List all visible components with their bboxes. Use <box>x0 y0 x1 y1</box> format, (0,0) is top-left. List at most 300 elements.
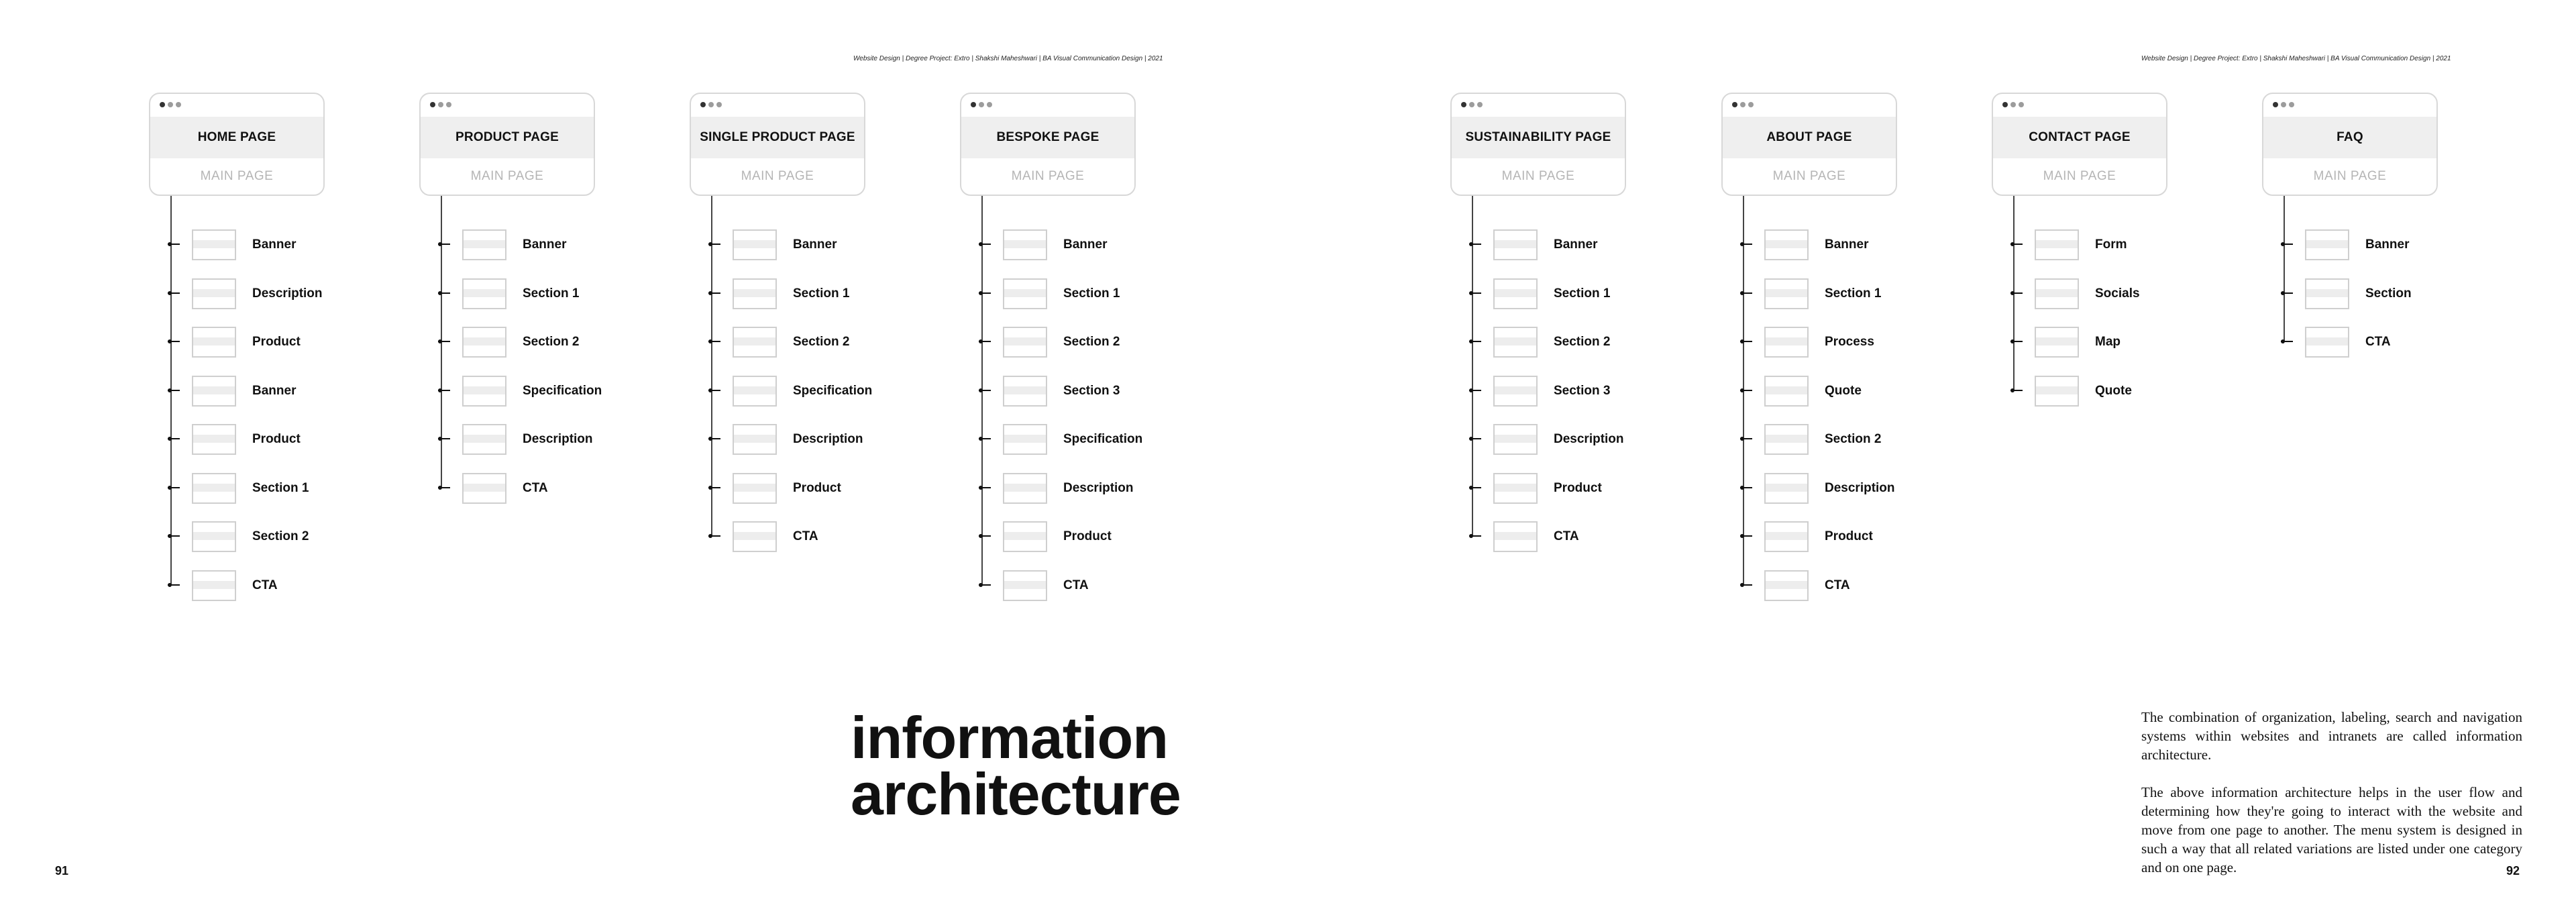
window-dot-icon <box>2273 102 2278 107</box>
thumbnail-band <box>1004 435 1046 443</box>
section-item-label: Description <box>1554 432 1624 446</box>
thumbnail-band <box>464 386 505 394</box>
connector-dot-icon <box>168 437 172 441</box>
connector-dot-icon <box>168 388 172 392</box>
page-card-subtitle: MAIN PAGE <box>2043 169 2116 183</box>
connector-dot-icon <box>1469 437 1473 441</box>
page-card-header <box>961 117 1134 158</box>
page-card-subtitle: MAIN PAGE <box>1772 169 1846 183</box>
window-dot-icon <box>1748 102 1754 107</box>
page-number: 92 <box>2506 864 2520 877</box>
section-thumbnail-icon <box>1003 473 1047 504</box>
thumbnail-band <box>193 435 235 443</box>
page-card-subtitle: MAIN PAGE <box>200 169 274 183</box>
section-item-label: Section 2 <box>1554 335 1611 349</box>
sitemap-column <box>149 93 350 616</box>
section-item-label: Section 3 <box>1063 383 1120 398</box>
section-item <box>1450 229 1665 263</box>
connector-dot-icon <box>1740 583 1744 587</box>
section-thumbnail-icon <box>1764 570 1809 601</box>
window-dots-icon <box>160 102 181 109</box>
section-item <box>1992 327 2206 360</box>
section-thumbnail-icon <box>192 570 236 601</box>
section-thumbnail-icon <box>733 229 777 260</box>
window-dot-icon <box>979 102 984 107</box>
section-item-label: Section 2 <box>252 529 309 543</box>
section-item-label: Section 1 <box>793 286 850 301</box>
section-thumbnail-icon <box>1003 521 1047 552</box>
thumbnail-band <box>2306 289 2348 297</box>
thumbnail-band <box>464 435 505 443</box>
window-dot-icon <box>160 102 165 107</box>
connector-dot-icon <box>168 339 172 343</box>
section-item-label: Banner <box>793 237 837 252</box>
section-item <box>1721 521 1936 555</box>
section-item <box>960 278 1175 312</box>
thumbnail-band <box>734 484 775 492</box>
window-dot-icon <box>1740 102 1746 107</box>
thumbnail-band <box>1766 484 1807 492</box>
window-dot-icon <box>708 102 714 107</box>
section-item <box>419 376 634 409</box>
section-item-label: Product <box>1063 529 1112 543</box>
thumbnail-band <box>1766 386 1807 394</box>
window-dot-icon <box>2002 102 2008 107</box>
connector-dot-icon <box>168 291 172 295</box>
page-card-title: CONTACT PAGE <box>2029 130 2131 144</box>
section-item-label: Section 1 <box>523 286 580 301</box>
connector-dot-icon <box>1469 339 1473 343</box>
page-card-header <box>1993 117 2166 158</box>
page-card-subtitle: MAIN PAGE <box>1011 169 1085 183</box>
section-thumbnail-icon <box>192 278 236 309</box>
section-item <box>1450 473 1665 506</box>
page-card <box>1992 93 2167 196</box>
sitemap-column <box>1721 93 1923 616</box>
window-dots-icon <box>430 102 451 109</box>
thumbnail-band <box>1766 337 1807 345</box>
section-item <box>1992 229 2206 263</box>
thumbnail-band <box>734 435 775 443</box>
window-dot-icon <box>1732 102 1737 107</box>
section-item <box>1450 327 1665 360</box>
page-card-header <box>1452 117 1625 158</box>
section-item-label: Section 1 <box>252 480 309 495</box>
thumbnail-band <box>2036 289 2078 297</box>
connector-dot-icon <box>979 486 983 490</box>
section-item <box>1721 327 1936 360</box>
thumbnail-band <box>1004 289 1046 297</box>
connector-dot-icon <box>979 291 983 295</box>
window-dot-icon <box>438 102 443 107</box>
page-card-header <box>2263 117 2436 158</box>
section-thumbnail-icon <box>2035 376 2079 407</box>
thumbnail-band <box>193 484 235 492</box>
page-card-subtitle: MAIN PAGE <box>470 169 544 183</box>
section-thumbnail-icon <box>462 424 506 455</box>
title-line-2: architecture <box>851 761 1181 827</box>
section-item-label: CTA <box>1063 578 1089 592</box>
section-item-label: Section 1 <box>1063 286 1120 301</box>
window-dots-icon <box>1732 102 1754 109</box>
section-thumbnail-icon <box>2305 229 2349 260</box>
section-item-label: Banner <box>1554 237 1598 252</box>
section-thumbnail-icon <box>1003 229 1047 260</box>
section-item <box>1721 278 1936 312</box>
connector-dot-icon <box>168 583 172 587</box>
section-item-label: Specification <box>1063 432 1143 446</box>
section-item <box>960 570 1175 604</box>
section-thumbnail-icon <box>192 327 236 358</box>
thumbnail-band <box>464 240 505 248</box>
section-item-label: Banner <box>252 383 297 398</box>
section-item-label: Process <box>1825 335 1874 349</box>
section-thumbnail-icon <box>462 376 506 407</box>
thumbnail-band <box>1495 484 1536 492</box>
section-thumbnail-icon <box>1764 278 1809 309</box>
thumbnail-band <box>2036 337 2078 345</box>
section-thumbnail-icon <box>1003 327 1047 358</box>
connector-dot-icon <box>2281 339 2285 343</box>
section-item-label: Section 2 <box>523 335 580 349</box>
section-item <box>960 376 1175 409</box>
connector-dot-icon <box>708 388 712 392</box>
section-thumbnail-icon <box>1003 278 1047 309</box>
section-thumbnail-icon <box>462 473 506 504</box>
connector-dot-icon <box>1469 242 1473 246</box>
connector-dot-icon <box>438 291 442 295</box>
section-item <box>419 473 634 506</box>
section-thumbnail-icon <box>1493 473 1538 504</box>
page-card-header <box>691 117 864 158</box>
window-dot-icon <box>446 102 451 107</box>
section-item-label: Section <box>2365 286 2412 301</box>
section-item-label: Quote <box>1825 383 1862 398</box>
connector-dot-icon <box>2281 242 2285 246</box>
connector-dot-icon <box>708 534 712 538</box>
window-dot-icon <box>971 102 976 107</box>
window-dot-icon <box>2019 102 2024 107</box>
connector-dot-icon <box>1740 388 1744 392</box>
title-line-1: information <box>851 704 1168 771</box>
section-item <box>960 473 1175 506</box>
section-thumbnail-icon <box>1764 376 1809 407</box>
window-dots-icon <box>971 102 992 109</box>
section-item-label: CTA <box>2365 335 2391 349</box>
section-item <box>690 424 904 458</box>
section-item <box>960 521 1175 555</box>
sitemap-column <box>1992 93 2193 616</box>
section-thumbnail-icon <box>192 376 236 407</box>
thumbnail-band <box>1004 386 1046 394</box>
sitemap-column <box>960 93 1161 616</box>
section-item <box>1450 278 1665 312</box>
section-item-label: Description <box>252 286 323 301</box>
tree-connector-line <box>2284 196 2285 341</box>
section-item-label: CTA <box>1825 578 1850 592</box>
section-item-label: Specification <box>793 383 873 398</box>
connector-dot-icon <box>438 339 442 343</box>
page-card-title: SUSTAINABILITY PAGE <box>1465 130 1611 144</box>
section-thumbnail-icon <box>1764 327 1809 358</box>
connector-dot-icon <box>1469 291 1473 295</box>
page-number: 91 <box>55 864 69 877</box>
connector-dot-icon <box>1740 486 1744 490</box>
window-dot-icon <box>2010 102 2016 107</box>
thumbnail-band <box>1766 435 1807 443</box>
connector-dot-icon <box>438 388 442 392</box>
thumbnail-band <box>193 581 235 589</box>
thumbnail-band <box>1004 337 1046 345</box>
section-thumbnail-icon <box>2305 327 2349 358</box>
connector-dot-icon <box>979 388 983 392</box>
section-thumbnail-icon <box>1003 424 1047 455</box>
section-item <box>1721 473 1936 506</box>
page-card-subtitle: MAIN PAGE <box>1501 169 1575 183</box>
section-item <box>149 473 364 506</box>
thumbnail-band <box>1004 532 1046 540</box>
thumbnail-band <box>734 386 775 394</box>
connector-dot-icon <box>1469 486 1473 490</box>
section-item <box>2262 229 2477 263</box>
page-card <box>2262 93 2438 196</box>
section-item <box>149 570 364 604</box>
section-thumbnail-icon <box>192 473 236 504</box>
section-item-label: Banner <box>523 237 567 252</box>
sitemap-column <box>2262 93 2463 616</box>
thumbnail-band <box>1495 337 1536 345</box>
connector-dot-icon <box>1740 534 1744 538</box>
thumbnail-band <box>734 240 775 248</box>
section-item <box>1721 229 1936 263</box>
thumbnail-band <box>1004 240 1046 248</box>
section-item <box>2262 327 2477 360</box>
connector-dot-icon <box>1740 242 1744 246</box>
section-item <box>2262 278 2477 312</box>
thumbnail-band <box>1004 484 1046 492</box>
thumbnail-band <box>2036 386 2078 394</box>
thumbnail-band <box>1495 386 1536 394</box>
thumbnail-band <box>1004 581 1046 589</box>
page-card-title: SINGLE PRODUCT PAGE <box>700 130 855 144</box>
section-thumbnail-icon <box>1003 570 1047 601</box>
window-dots-icon <box>2273 102 2294 109</box>
section-item-label: CTA <box>793 529 818 543</box>
thumbnail-band <box>1495 435 1536 443</box>
thumbnail-band <box>2036 240 2078 248</box>
page-card-header <box>150 117 323 158</box>
section-thumbnail-icon <box>192 521 236 552</box>
section-item <box>1721 570 1936 604</box>
connector-dot-icon <box>438 242 442 246</box>
description-paragraph-1: The combination of organization, labeling, search and navigation systems within websites and intranets are called information architecture. <box>2141 709 2522 763</box>
thumbnail-band <box>193 386 235 394</box>
window-dot-icon <box>716 102 722 107</box>
section-item-label: Banner <box>252 237 297 252</box>
section-item-label: Description <box>1063 480 1134 495</box>
section-item <box>960 327 1175 360</box>
section-item-label: Socials <box>2095 286 2140 301</box>
section-thumbnail-icon <box>1493 376 1538 407</box>
page-card <box>960 93 1136 196</box>
page-card-header <box>421 117 594 158</box>
section-item <box>1450 424 1665 458</box>
section-thumbnail-icon <box>1764 521 1809 552</box>
connector-dot-icon <box>979 534 983 538</box>
page-card-subtitle: MAIN PAGE <box>741 169 814 183</box>
page-card <box>690 93 865 196</box>
section-item <box>149 376 364 409</box>
section-item-label: CTA <box>252 578 278 592</box>
section-item-label: CTA <box>1554 529 1579 543</box>
page-card-title: BESPOKE PAGE <box>996 130 1099 144</box>
section-item-label: Banner <box>2365 237 2410 252</box>
section-thumbnail-icon <box>1764 424 1809 455</box>
page-card-title: ABOUT PAGE <box>1766 130 1852 144</box>
section-item-label: Section 2 <box>793 335 850 349</box>
section-thumbnail-icon <box>1493 327 1538 358</box>
section-item <box>419 327 634 360</box>
window-dot-icon <box>1461 102 1466 107</box>
connector-dot-icon <box>168 486 172 490</box>
section-thumbnail-icon <box>2035 229 2079 260</box>
section-thumbnail-icon <box>462 229 506 260</box>
thumbnail-band <box>1766 289 1807 297</box>
connector-dot-icon <box>1469 534 1473 538</box>
thumbnail-band <box>1495 532 1536 540</box>
thumbnail-band <box>1495 240 1536 248</box>
connector-dot-icon <box>2010 388 2015 392</box>
section-item-label: Product <box>793 480 841 495</box>
section-item <box>419 229 634 263</box>
section-item <box>419 278 634 312</box>
connector-dot-icon <box>438 486 442 490</box>
connector-dot-icon <box>1740 437 1744 441</box>
section-thumbnail-icon <box>1764 473 1809 504</box>
thumbnail-band <box>1766 240 1807 248</box>
section-item <box>960 424 1175 458</box>
page-card-title: PRODUCT PAGE <box>455 130 559 144</box>
window-dot-icon <box>168 102 173 107</box>
section-item <box>1450 376 1665 409</box>
sitemap-column <box>1450 93 1652 616</box>
section-item-label: Section 3 <box>1554 383 1611 398</box>
section-item <box>149 229 364 263</box>
thumbnail-band <box>2306 337 2348 345</box>
section-thumbnail-icon <box>733 327 777 358</box>
section-item <box>690 327 904 360</box>
window-dot-icon <box>987 102 992 107</box>
section-thumbnail-icon <box>462 278 506 309</box>
section-thumbnail-icon <box>1493 229 1538 260</box>
section-item-label: CTA <box>523 480 548 495</box>
section-thumbnail-icon <box>1493 424 1538 455</box>
section-item <box>1721 424 1936 458</box>
section-item <box>149 327 364 360</box>
thumbnail-band <box>734 289 775 297</box>
section-item-label: Product <box>252 335 301 349</box>
window-dots-icon <box>2002 102 2024 109</box>
page-card <box>1721 93 1897 196</box>
sitemap-column <box>690 93 891 616</box>
section-thumbnail-icon <box>1493 278 1538 309</box>
thumbnail-band <box>193 240 235 248</box>
page-card-header <box>1723 117 1896 158</box>
window-dots-icon <box>700 102 722 109</box>
section-thumbnail-icon <box>2035 278 2079 309</box>
section-thumbnail-icon <box>1493 521 1538 552</box>
sitemap-column <box>419 93 621 616</box>
connector-dot-icon <box>1469 388 1473 392</box>
section-item <box>149 278 364 312</box>
section-item <box>690 473 904 506</box>
section-thumbnail-icon <box>733 424 777 455</box>
section-thumbnail-icon <box>733 376 777 407</box>
header-credit: Website Design | Degree Project: Extro | Shakshi Maheshwari | BA Visual Communication Design | 2021 <box>853 55 1163 62</box>
section-item <box>1450 521 1665 555</box>
window-dots-icon <box>1461 102 1483 109</box>
page-card-subtitle: MAIN PAGE <box>2313 169 2387 183</box>
section-item <box>690 521 904 555</box>
section-item-label: Banner <box>1063 237 1108 252</box>
section-item-label: Section 2 <box>1825 432 1882 446</box>
section-thumbnail-icon <box>1764 229 1809 260</box>
page-card <box>419 93 595 196</box>
section-item <box>1992 278 2206 312</box>
page-card <box>149 93 325 196</box>
section-thumbnail-icon <box>192 229 236 260</box>
connector-dot-icon <box>2010 339 2015 343</box>
section-item-label: Map <box>2095 335 2121 349</box>
connector-dot-icon <box>2010 242 2015 246</box>
section-item <box>149 521 364 555</box>
window-dot-icon <box>2281 102 2286 107</box>
thumbnail-band <box>1495 289 1536 297</box>
thumbnail-band <box>1766 532 1807 540</box>
description-paragraph-2: The above information architecture helps in the user flow and determining how they're going to interact with the website and move from one page to another. The menu system is designed in such a way that all related variations are listed under one category and on one page. <box>2141 784 2522 875</box>
connector-dot-icon <box>708 437 712 441</box>
section-thumbnail-icon <box>1003 376 1047 407</box>
section-item <box>690 229 904 263</box>
header-credit: Website Design | Degree Project: Extro | Shakshi Maheshwari | BA Visual Communication Design | 2021 <box>2141 55 2451 62</box>
section-thumbnail-icon <box>733 473 777 504</box>
connector-dot-icon <box>2010 291 2015 295</box>
section-item-label: Section 1 <box>1554 286 1611 301</box>
section-item <box>960 229 1175 263</box>
section-item <box>149 424 364 458</box>
section-item <box>1992 376 2206 409</box>
window-dot-icon <box>430 102 435 107</box>
thumbnail-band <box>464 337 505 345</box>
connector-dot-icon <box>1740 291 1744 295</box>
section-thumbnail-icon <box>733 278 777 309</box>
thumbnail-band <box>2306 240 2348 248</box>
page-card-title: FAQ <box>2337 130 2363 144</box>
connector-dot-icon <box>708 339 712 343</box>
section-item-label: Description <box>523 432 593 446</box>
section-item <box>690 376 904 409</box>
connector-dot-icon <box>438 437 442 441</box>
section-item-label: Description <box>1825 480 1895 495</box>
section-thumbnail-icon <box>462 327 506 358</box>
section-item <box>419 424 634 458</box>
thumbnail-band <box>734 337 775 345</box>
section-item-label: Section 1 <box>1825 286 1882 301</box>
section-thumbnail-icon <box>2305 278 2349 309</box>
thumbnail-band <box>734 532 775 540</box>
page-card-title: HOME PAGE <box>197 130 276 144</box>
connector-dot-icon <box>708 242 712 246</box>
